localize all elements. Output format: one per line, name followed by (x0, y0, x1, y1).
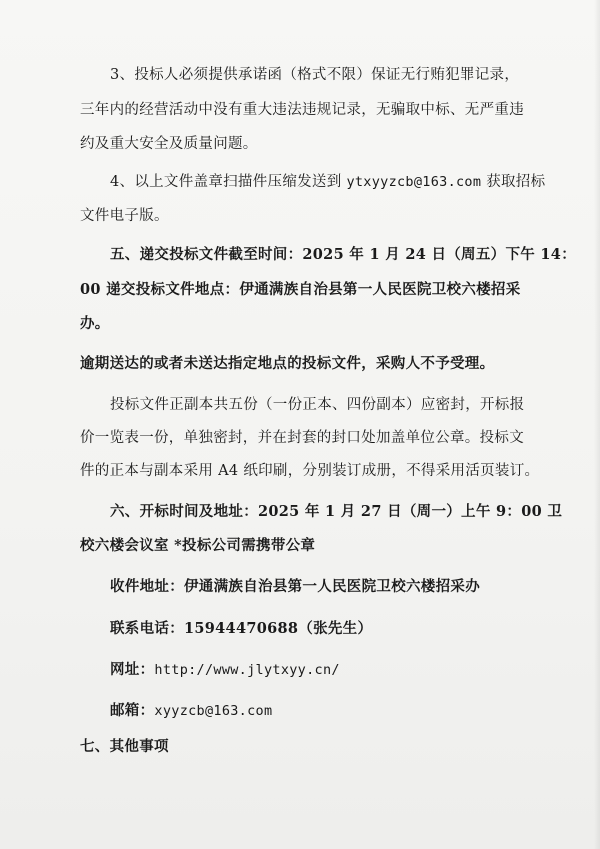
submission-email: ytxyyzcb@163.com (346, 174, 482, 190)
copies-line-2: 价一览表一份，单独密封，并在封套的封口处加盖单位公章。投标文 (80, 430, 524, 446)
website-label: 网址： (110, 661, 155, 678)
clause-3-line-2: 三年内的经营活动中没有重大违法违规记录，无骗取中标、无严重违 (80, 102, 524, 118)
email-row (110, 702, 272, 720)
website-link[interactable]: http://www.jlytxyy.cn/ (154, 662, 340, 678)
email-link[interactable]: xyyzcb@163.com (154, 703, 273, 719)
website-row (110, 661, 340, 679)
phone-row (110, 620, 372, 638)
phone-label: 联系电话： (110, 620, 184, 637)
address-label: 收件地址： (110, 578, 184, 595)
late-submission-notice: 逾期送达的或者未送达指定地点的投标文件，采购人不予受理。 (80, 355, 495, 372)
section-7-title: 七、其他事项 (80, 738, 169, 755)
email-label: 邮箱： (110, 702, 155, 719)
clause-4-prefix: 4、以上文件盖章扫描件压缩发送到 (110, 174, 347, 190)
address-value: 伊通满族自治县第一人民医院卫校六楼招采办 (184, 578, 480, 595)
copies-line-1: 投标文件正副本共五份（一份正本、四份副本）应密封，开标报 (110, 397, 525, 413)
clause-4-suffix: 获取招标 (481, 174, 546, 190)
section-6-line-2: 校六楼会议室 *投标公司需携带公章 (80, 537, 316, 554)
clause-3-line-3: 约及重大安全及质量问题。 (80, 136, 258, 152)
copies-line-3: 件的正本与副本采用 A4 纸印刷，分别装订成册，不得采用活页装订。 (80, 463, 540, 479)
clause-4-line-2: 文件电子版。 (80, 208, 169, 224)
section-5-line-1: 五、递交投标文件截至时间：2025 年 1 月 24 日（周五）下午 14： (110, 246, 576, 263)
section-5-line-2-text: 00 递交投标文件地点：伊通满族自治县第一人民医院卫校六楼招采 (80, 281, 521, 298)
page-edge-shadow (594, 0, 600, 849)
clause-3-line-1: 3、投标人必须提供承诺函（格式不限）保证无行贿犯罪记录， (110, 67, 520, 83)
section-5-line-2 (80, 281, 521, 299)
address-row (110, 578, 480, 596)
section-6-line-1: 六、开标时间及地址：2025 年 1 月 27 日（周一）上午 9：00 卫 (110, 503, 563, 520)
section-5-line-3: 办。 (80, 315, 110, 332)
clause-4-line-1 (110, 173, 545, 191)
phone-value: 15944470688（张先生） (184, 620, 373, 637)
